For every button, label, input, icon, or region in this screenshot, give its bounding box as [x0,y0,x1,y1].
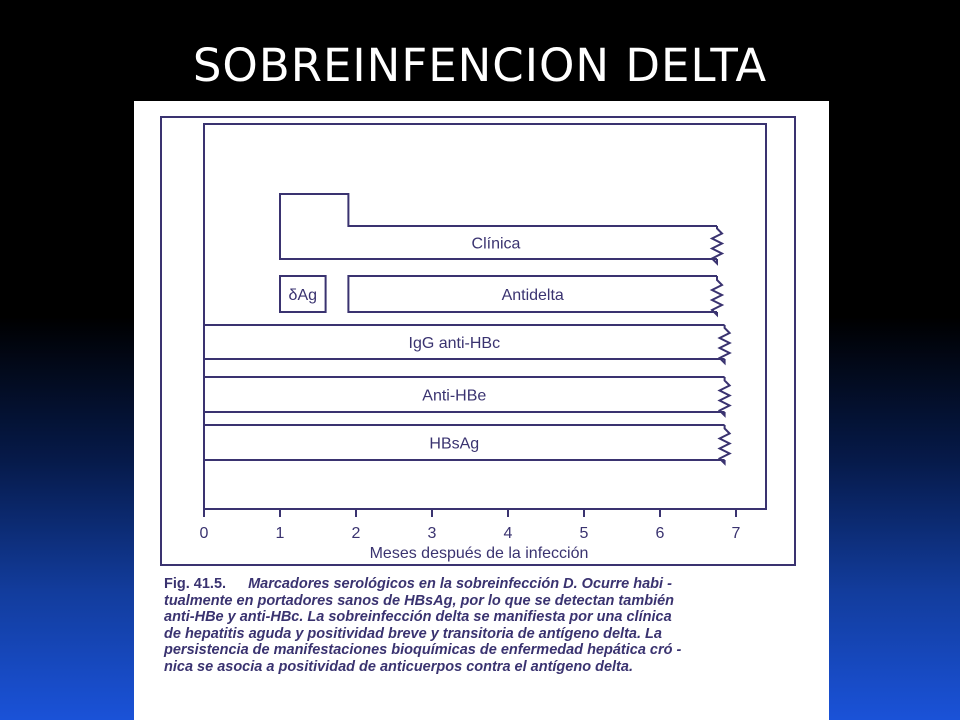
continuation-mark [712,226,722,264]
continuation-mark [720,325,730,363]
continuation-mark [720,425,730,464]
caption-line: anti-HBe y anti-HBc. La sobreinfección delta se manifiesta por una clínica [164,609,672,626]
marker-label: Anti-HBe [422,387,487,405]
plot-border [204,124,766,509]
marker-label: IgG anti-HBc [408,335,501,352]
marker-igg-anti-hbc [204,325,730,363]
caption-line: nica se asocia a positividad de anticuerpos contra el antígeno delta. [164,658,633,675]
marker-hbsag [204,425,730,464]
axis-tick-label: 7 [731,525,741,542]
marker-clinica [280,194,722,264]
axis-tick-label: 2 [351,525,361,542]
serology-diagram [134,101,829,571]
continuation-mark [712,276,722,315]
caption-line: tualmente en portadores sanos de HBsAg, por lo que se detectan también [164,592,675,609]
figure-caption [164,576,819,676]
marker-label: HBsAg [429,435,480,453]
marker-label: δAg [288,287,318,304]
figure-panel [134,101,829,720]
marker-label: Clínica [471,235,521,253]
caption-line: persistencia de manifestaciones bioquímicas de enfermedad hepática cró - [164,642,682,659]
figure-label: Fig. 41.5. [164,576,227,592]
marker-anti-hbe [204,377,730,416]
axis-tick-label: 4 [503,525,513,542]
axis-tick-label: 1 [275,525,285,542]
axis-tick-label: 6 [655,525,665,542]
marker-label: Antidelta [501,287,564,304]
axis-tick-label: 5 [579,525,589,542]
caption-line: de hepatitis aguda y positividad breve y transitoria de antígeno delta. La [164,625,662,642]
month-axis [200,509,741,542]
continuation-mark [720,377,730,416]
axis-tick-label: 3 [427,525,437,542]
marker-antidelta [348,276,722,315]
caption-line: Marcadores serológicos en la sobreinfección D. Ocurre habi - [248,576,672,592]
slide-title: SOBREINFENCION DELTA [192,39,768,92]
marker-delta-ag [280,276,326,312]
markers-layer [204,194,730,464]
axis-tick-label: 0 [199,525,209,542]
axis-label: Meses después de la infección [369,545,589,562]
